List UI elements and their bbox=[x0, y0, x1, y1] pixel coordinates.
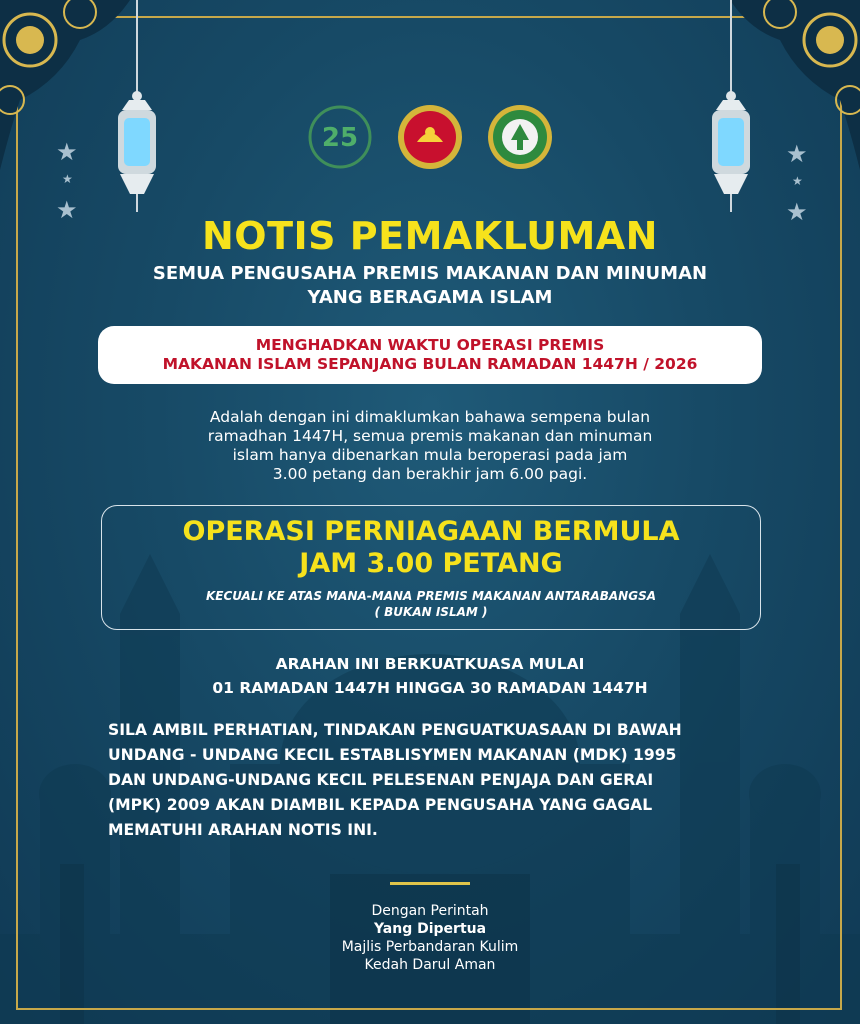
notice-subtitle bbox=[80, 262, 780, 310]
signature-line: Kedah Darul Aman bbox=[364, 957, 496, 973]
star-icon: ★ bbox=[792, 174, 803, 188]
exception-note bbox=[102, 588, 760, 620]
warning-line: SILA AMBIL PERHATIAN, TINDAKAN PENGUATKUASAAN DI BAWAH bbox=[108, 721, 682, 739]
paragraph-line: islam hanya dibenarkan mula beroperasi pada jam bbox=[232, 446, 628, 464]
operation-hours-headline bbox=[102, 516, 760, 580]
effective-line: ARAHAN INI BERKUATKUASA MULAI bbox=[275, 655, 585, 673]
signature-line: Dengan Perintah bbox=[371, 903, 489, 919]
notice-title: NOTIS PEMAKLUMAN bbox=[202, 214, 658, 258]
signature-line: Majlis Perbandaran Kulim bbox=[341, 939, 519, 955]
warning-line: DAN UNDANG-UNDANG KECIL PELESENAN PENJAJA DAN GERAI bbox=[108, 771, 654, 789]
warning-line: MEMATUHI ARAHAN NOTIS INI. bbox=[108, 821, 378, 839]
announcement-paragraph bbox=[140, 408, 720, 484]
paragraph-line: ramadhan 1447H, semua premis makanan dan minuman bbox=[207, 427, 653, 445]
banner-line: MAKANAN ISLAM SEPANJANG BULAN RAMADAN 1447H / 2026 bbox=[162, 355, 698, 373]
effective-period bbox=[0, 652, 860, 700]
subtitle-line: SEMUA PENGUSAHA PREMIS MAKANAN DAN MINUMAN bbox=[152, 263, 708, 284]
warning-line: UNDANG - UNDANG KECIL ESTABLISYMEN MAKANAN (MDK) 1995 bbox=[108, 746, 677, 764]
logo-row bbox=[0, 102, 860, 172]
effective-line: 01 RAMADAN 1447H HINGGA 30 RAMADAN 1447H bbox=[212, 679, 648, 697]
paragraph-line: 3.00 petang dan berakhir jam 6.00 pagi. bbox=[272, 465, 588, 483]
enforcement-warning bbox=[108, 718, 768, 843]
paragraph-line: Adalah dengan ini dimaklumkan bahawa sempena bulan bbox=[209, 408, 651, 426]
star-icon: ★ bbox=[56, 138, 78, 166]
star-icon: ★ bbox=[786, 140, 808, 168]
warning-line: (MPK) 2009 AKAN DIAMBIL KEPADA PENGUSAHA YANG GAGAL bbox=[108, 796, 653, 814]
star-icon: ★ bbox=[786, 198, 808, 226]
svg-text:25: 25 bbox=[321, 123, 359, 153]
note-line: ( BUKAN ISLAM ) bbox=[374, 605, 488, 619]
jubilee-25-logo-icon bbox=[305, 102, 375, 172]
banner-line: MENGHADKAN WAKTU OPERASI PREMIS bbox=[255, 336, 605, 354]
star-icon: ★ bbox=[62, 172, 73, 186]
kedah-state-crest-icon bbox=[395, 102, 465, 172]
signature-title: Yang Dipertua bbox=[373, 921, 487, 937]
gold-divider bbox=[390, 882, 470, 885]
operation-hours-box bbox=[101, 505, 761, 630]
headline-line: JAM 3.00 PETANG bbox=[299, 548, 563, 579]
mpk-council-seal-icon bbox=[485, 102, 555, 172]
star-icon: ★ bbox=[56, 196, 78, 224]
restriction-banner bbox=[98, 326, 762, 384]
subtitle-line: YANG BERAGAMA ISLAM bbox=[307, 287, 553, 308]
signature-block bbox=[0, 902, 860, 974]
note-line: KECUALI KE ATAS MANA-MANA PREMIS MAKANAN ANTARABANGSA bbox=[205, 589, 656, 603]
headline-line: OPERASI PERNIAGAAN BERMULA bbox=[182, 516, 680, 547]
